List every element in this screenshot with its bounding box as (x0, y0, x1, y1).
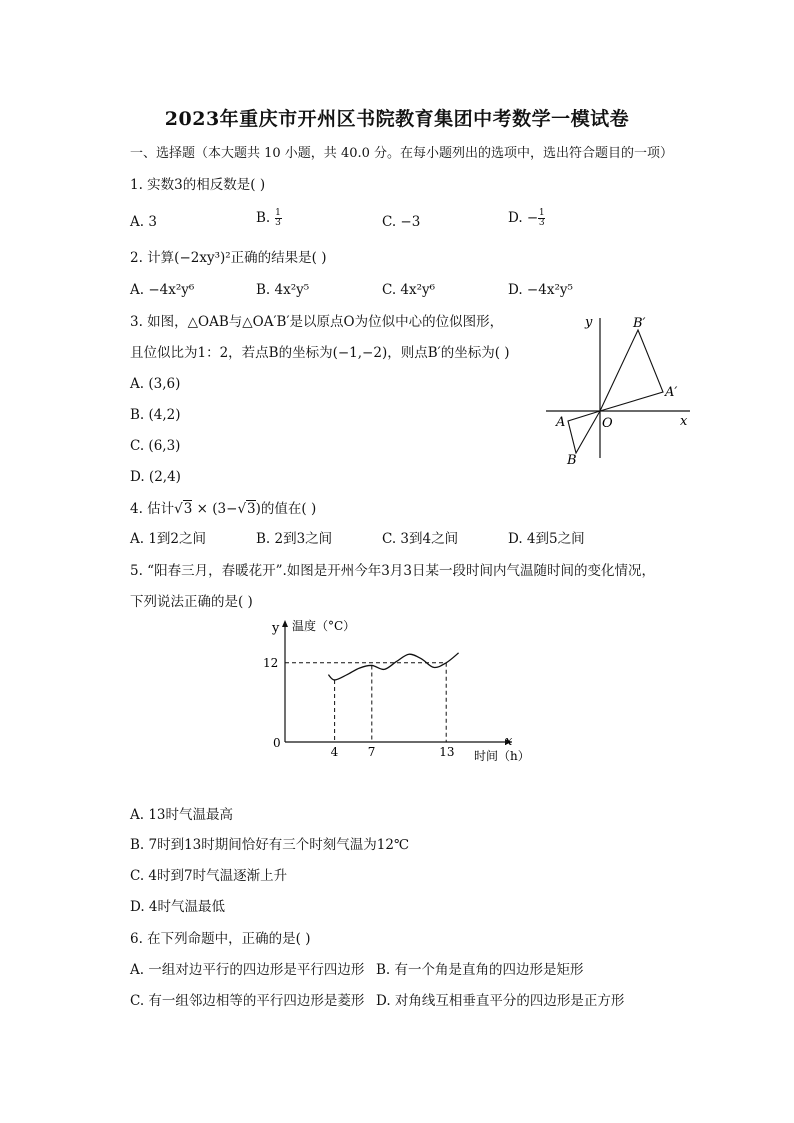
q1-option-d: D. − $\frac{1}{3}$ (508, 208, 545, 228)
origin-label: 0 (273, 736, 281, 750)
sqrt-symbol: √ (237, 501, 247, 517)
y-axis-title: 温度（°C） (292, 619, 356, 633)
triangle-oab (568, 411, 600, 453)
sqrt-symbol: √ (174, 501, 183, 517)
question-5-stem-line2: 下列说法正确的是( ) (130, 594, 253, 610)
y-axis-label: y (585, 315, 593, 330)
temperature-curve (328, 653, 458, 680)
fraction: $\frac{1}{3}$ (275, 208, 281, 228)
q3-option-d: D. (2,4) (130, 469, 181, 485)
q4-option-c: C. 3到4之间 (382, 531, 459, 547)
question-6-stem: 6. 在下列命题中，正确的是( ) (130, 931, 311, 947)
x-tick-label: 4 (330, 745, 339, 759)
point-a-prime-label: A′ (665, 385, 678, 400)
q4-option-d: D. 4到5之间 (508, 531, 585, 547)
question-4-stem: 4. 估计√3 × (3−√3)的值在( ) (130, 501, 317, 517)
x-tick-label: 7 (367, 745, 376, 759)
point-a-label: A (556, 415, 566, 430)
point-b-prime-label: B′ (633, 316, 646, 331)
point-b-label: B (567, 453, 577, 468)
q1-option-c: C. −3 (382, 214, 421, 230)
q5-option-a: A. 13时气温最高 (130, 807, 234, 823)
fraction: $\frac{1}{3}$ (538, 208, 545, 228)
y-axis-arrow (282, 620, 288, 627)
origin-label: O (602, 416, 613, 431)
question-1-stem: 1. 实数3的相反数是( ) (130, 177, 266, 193)
q6-option-b: B. 有一个角是直角的四边形是矩形 (376, 962, 584, 978)
q1-option-a: A. 3 (130, 214, 157, 230)
x-axis-label: x (680, 414, 688, 429)
q3-option-a: A. (3,6) (130, 376, 181, 392)
q6-option-a: A. 一组对边平行的四边形是平行四边形 (130, 962, 365, 978)
q5-option-d: D. 4时气温最低 (130, 899, 226, 915)
y-tick-label: 12 (263, 655, 279, 670)
chart-dynamic-layer (263, 653, 459, 759)
question-3-stem-line2: 且位似比为1：2，若点B的坐标为(−1,−2)，则点B′的坐标为( ) (130, 345, 510, 361)
similar-triangles-figure (540, 310, 700, 470)
section-heading: 一、选择题（本大题共 10 小题，共 40.0 分。在每小题列出的选项中，选出符合题目的一项） (130, 146, 674, 161)
q4-option-a: A. 1到2之间 (130, 531, 207, 547)
q5-option-c: C. 4时到7时气温逐渐上升 (130, 868, 288, 884)
q2-option-a: A. −4x²y⁶ (130, 282, 195, 298)
triangle-oa2b2 (600, 330, 663, 411)
q6-option-d: D. 对角线互相垂直平分的四边形是正方形 (376, 993, 625, 1009)
x-axis-letter: x (505, 734, 513, 749)
question-3-stem-line1: 3. 如图，△OAB与△OA′B′是以原点O为位似中心的位似图形， (130, 314, 504, 330)
q5-option-b: B. 7时到13时期间恰好有三个时刻气温为12℃ (130, 837, 410, 853)
q3-option-c: C. (6,3) (130, 438, 181, 454)
page-title: 2023年重庆市开州区书院教育集团中考数学一模试卷 (164, 108, 630, 130)
x-axis-title: 时间（h） (474, 749, 530, 763)
q2-option-d: D. −4x²y⁵ (508, 282, 573, 298)
q4-option-b: B. 2到3之间 (256, 531, 333, 547)
y-axis-letter: y (272, 621, 280, 636)
q3-option-b: B. (4,2) (130, 407, 181, 423)
question-2-stem: 2. 计算(−2xy³)²正确的结果是( ) (130, 250, 327, 266)
q6-option-c: C. 有一组邻边相等的平行四边形是菱形 (130, 993, 365, 1009)
question-5-stem-line1: 5. “阳春三月，春暖花开”.如图是开州今年3月3日某一段时间内气温随时间的变化情况， (130, 563, 655, 579)
x-tick-label: 13 (439, 745, 455, 759)
temperature-chart (250, 612, 550, 772)
q2-option-b: B. 4x²y⁵ (256, 282, 310, 298)
q1-option-b: B. $\frac{1}{3}$ (256, 208, 281, 228)
q2-option-c: C. 4x²y⁶ (382, 282, 436, 298)
